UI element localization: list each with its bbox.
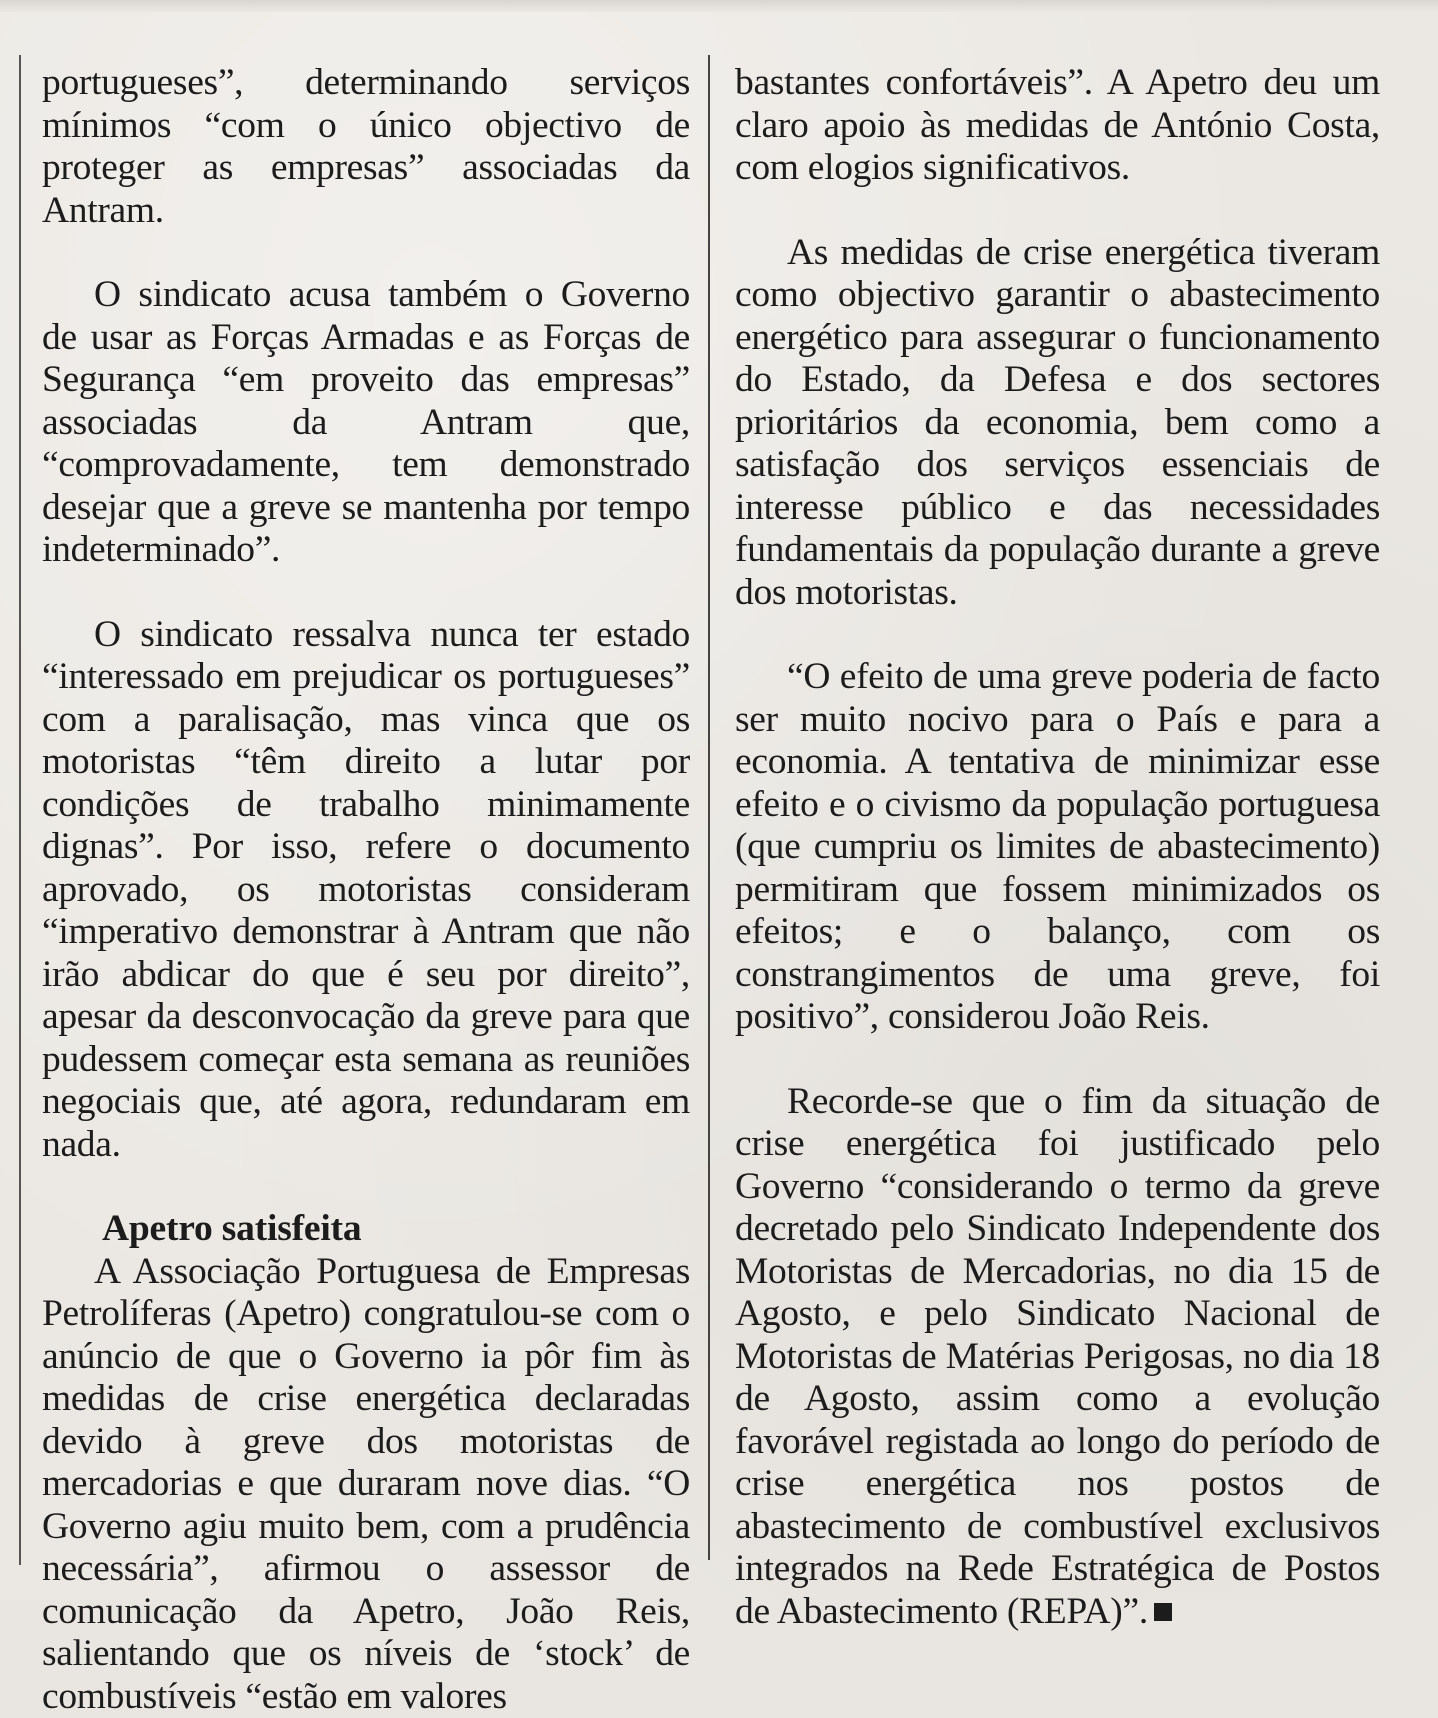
article-paragraph: A Associação Portuguesa de Empresas Petrolíferas (Apetro) congratulou-se com o anúncio de que o Governo ia pôr fim às medidas de crise energética declaradas devido à greve dos motoristas de mercadorias e que duraram nove dias. “O Governo agiu muito bem, com a prudência necessária”, afirmou o assessor de comunicação da Apetro, João Reis, salientando que os níveis de ‘stock’ de combustíveis “estão em valores xyxy=(42,1251,690,1718)
article-paragraph: O sindicato acusa também o Governo de usar as Forças Armadas e as Forças de Segurança “em proveito das empresas” associadas da Antram que, “comprovadamente, tem demonstrado desejar que a greve se mantenha por tempo indeterminado”. xyxy=(42,274,690,572)
left-column xyxy=(42,62,690,1718)
article-paragraph: bastantes confortáveis”. A Apetro deu um claro apoio às medidas de António Costa, com elogios significativos. xyxy=(735,62,1380,190)
article-paragraph: O sindicato ressalva nunca ter estado “interessado em prejudicar os portugueses” com a paralisação, mas vinca que os motoristas “têm direito a lutar por condições de trabalho minimamente dignas”. Por isso, refere o documento aprovado, os motoristas consideram “imperativo demonstrar à Antram que não irão abdicar do que é seu por direito”, apesar da desconvocação da greve para que pudessem começar esta semana as reuniões negociais que, até agora, redundaram em nada. xyxy=(42,614,690,1167)
column-divider-rule xyxy=(708,55,710,1560)
page-top-edge xyxy=(0,0,1438,12)
article-paragraph: As medidas de crise energética tiveram como objectivo garantir o abastecimento energético para assegurar o funcionamento do Estado, da Defesa e dos sectores prioritários da economia, bem como a satisfação dos serviços essenciais de interesse público e das necessidades fundamentais da população durante a greve dos motoristas. xyxy=(735,232,1380,615)
section-subheading: Apetro satisfeita xyxy=(42,1208,690,1251)
end-of-article-square-icon xyxy=(1154,1603,1172,1621)
left-column-rule xyxy=(19,55,21,1565)
article-paragraph: portugueses”, determinando serviços mínimos “com o único objectivo de proteger as empresas” associadas da Antram. xyxy=(42,62,690,232)
right-column xyxy=(735,62,1380,1633)
article-paragraph-final xyxy=(735,1081,1380,1634)
article-paragraph: “O efeito de uma greve poderia de facto ser muito nocivo para o País e para a economia. A tentativa de minimizar esse efeito e o civismo da população portuguesa (que cumpriu os limites de abastecimento) permitiram que fossem minimizados os efeitos; e o balanço, com os constrangimentos de uma greve, foi positivo”, considerou João Reis. xyxy=(735,656,1380,1039)
article-paragraph-text: Recorde-se que o fim da situação de crise energética foi justificado pelo Governo “considerando o termo da greve decretado pelo Sindicato Independente dos Motoristas de Mercadorias, no dia 15 de Agosto, e pelo Sindicato Nacional de Motoristas de Matérias Perigosas, no dia 18 de Agosto, assim como a evolução favorável registada ao longo do período de crise energética nos postos de abastecimento de combustível exclusivos integrados na Rede Estratégica de Postos de Abastecimento (REPA)”. xyxy=(735,1081,1380,1632)
